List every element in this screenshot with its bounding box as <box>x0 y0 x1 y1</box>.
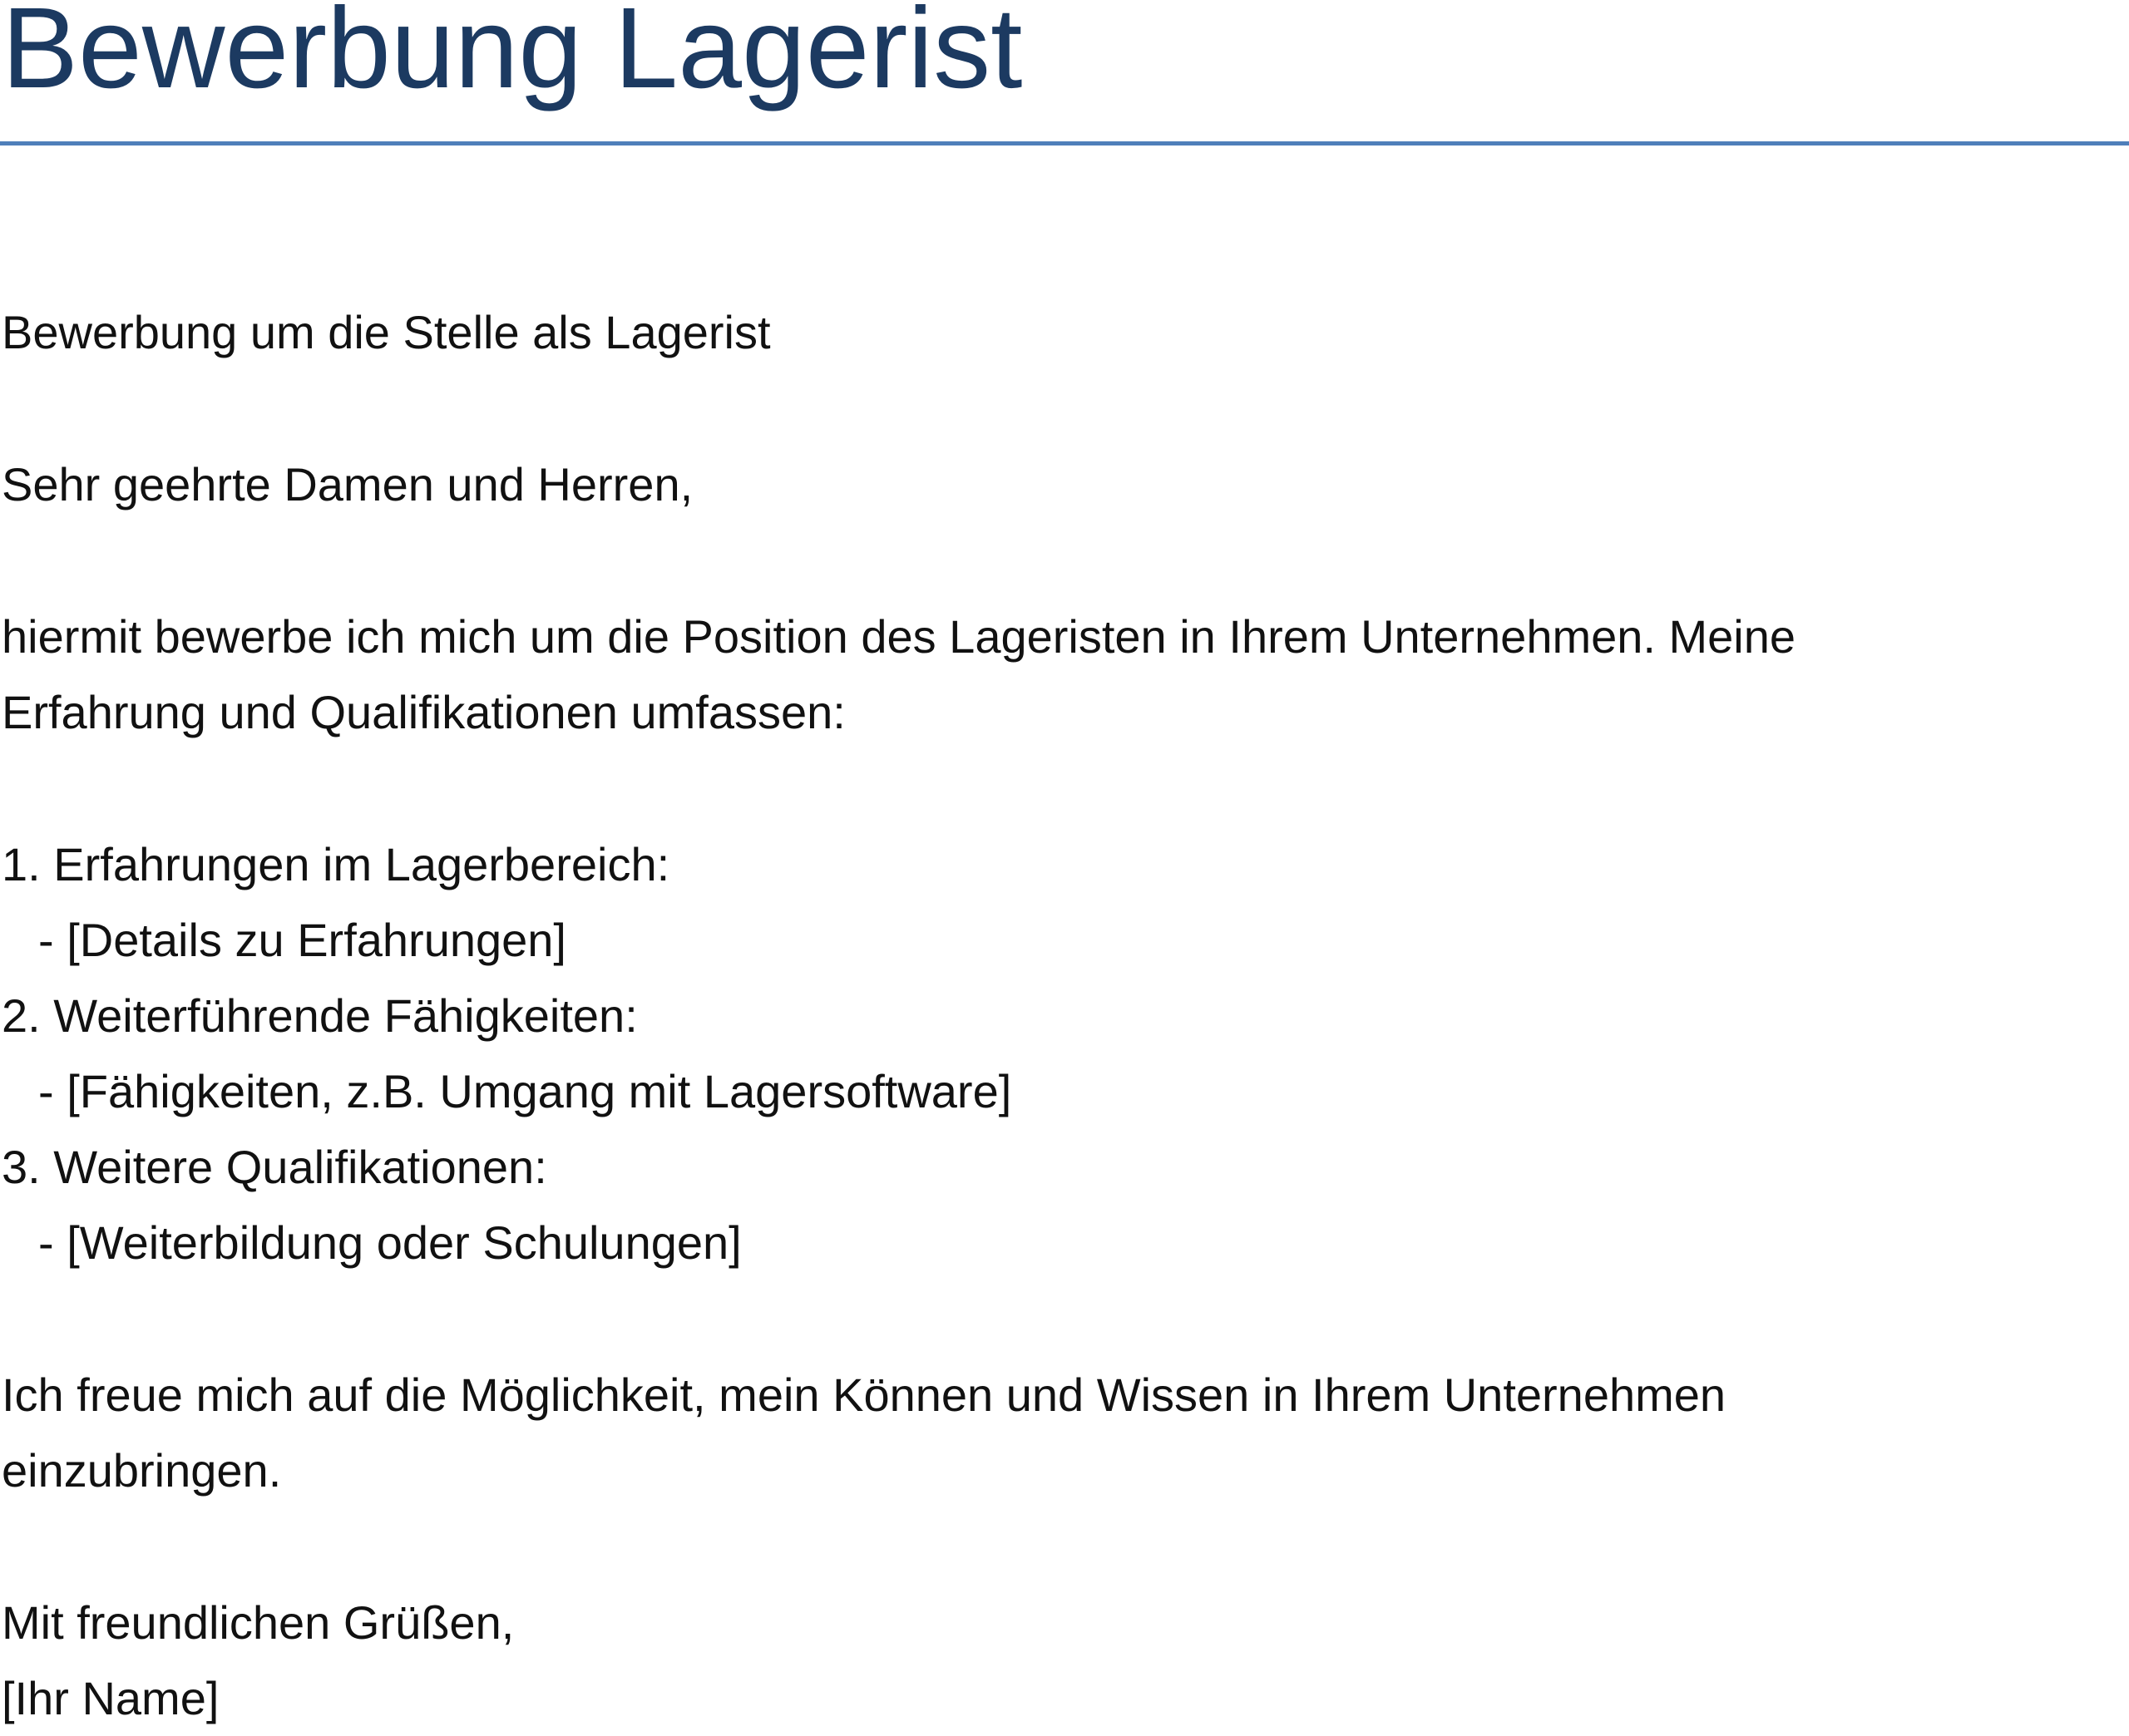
list-item-detail: - [Details zu Erfahrungen] <box>38 914 566 966</box>
closing-paragraph-line: einzubringen. <box>2 1444 282 1497</box>
document-title: Bewerbung Lagerist <box>2 0 1023 112</box>
subject-line: Bewerbung um die Stelle als Lagerist <box>2 306 771 358</box>
list-item-heading: 3. Weitere Qualifikationen: <box>2 1141 547 1193</box>
list-item-heading: 1. Erfahrungen im Lagerbereich: <box>2 838 670 890</box>
list-item-detail: - [Weiterbildung oder Schulungen] <box>38 1216 742 1269</box>
closing-paragraph-line: Ich freue mich auf die Möglichkeit, mein Können und Wissen in Ihrem Unternehmen <box>2 1369 1726 1421</box>
intro-line: Erfahrung und Qualifikationen umfassen: <box>2 686 846 738</box>
title-underline <box>0 141 2129 145</box>
intro-line: hiermit bewerbe ich mich um die Position des Lageristen in Ihrem Unternehmen. Meine <box>2 610 1796 663</box>
sign-off: Mit freundlichen Grüßen, <box>2 1596 515 1649</box>
list-item-detail: - [Fähigkeiten, z.B. Umgang mit Lagersoftware] <box>38 1065 1012 1117</box>
list-item-heading: 2. Weiterführende Fähigkeiten: <box>2 989 638 1042</box>
salutation: Sehr geehrte Damen und Herren, <box>2 458 694 510</box>
signature-placeholder: [Ihr Name] <box>2 1672 220 1724</box>
